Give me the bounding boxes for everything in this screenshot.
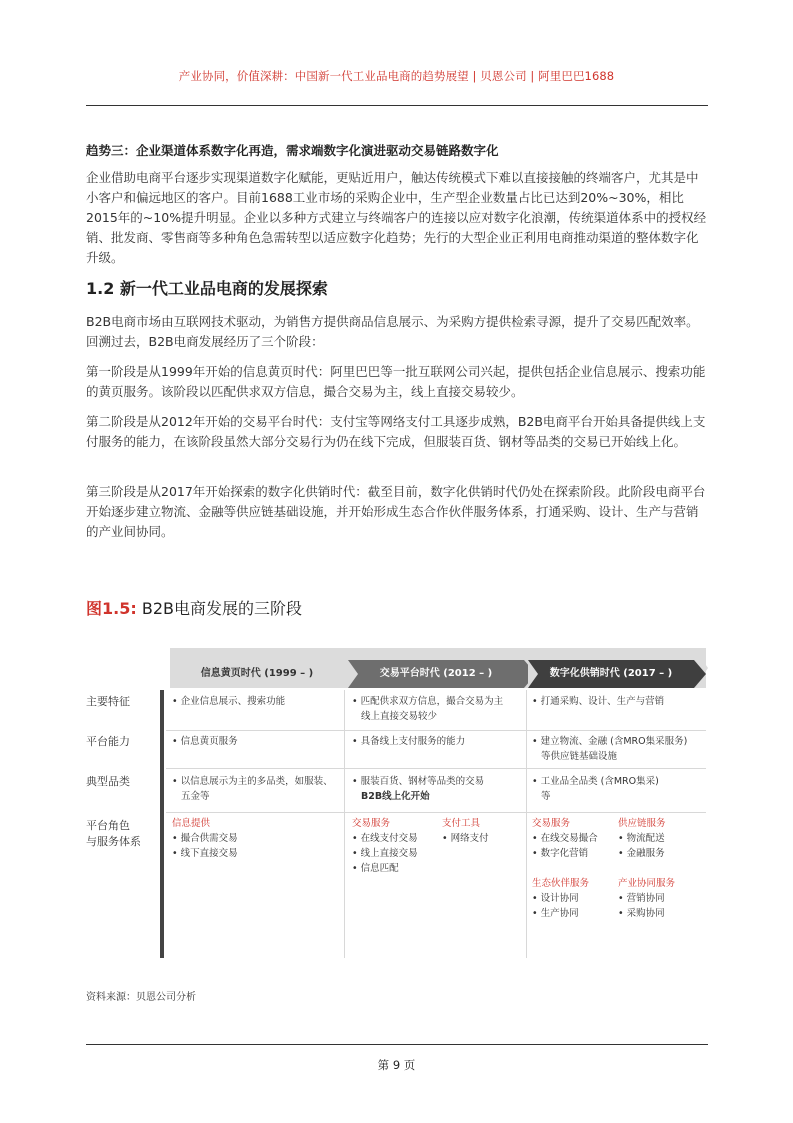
list-item: • 信息匹配 [352,861,442,876]
list-item: • 数字化营销 [532,846,616,861]
phase-one-header: 信息黄页时代 (1999 – ) [200,668,314,679]
list-item: • 服装百货、钢材等品类的交易 [352,774,522,789]
list-item: • 物流配送 [618,831,704,846]
list-item: • 企业信息展示、搜索功能 [172,694,340,709]
figure-source: 资料来源：贝恩公司分析 [86,992,196,1003]
row-label-categories: 典型品类 [86,775,130,788]
figure-caption: B2B电商发展的三阶段 [141,599,302,618]
row-label-capability: 平台能力 [86,735,130,748]
header-rule [86,105,708,106]
list-item: • 网络支付 [442,831,522,846]
trend-three-title: 趋势三：企业渠道体系数字化再造，需求端数字化演进驱动交易链路数字化 [86,143,499,158]
group-title: 支付工具 [442,818,481,829]
table-cell [532,774,702,804]
table-cell [352,774,522,804]
list-item: • 营销协同 [618,891,704,906]
list-item: • 具备线上支付服务的能力 [352,734,522,749]
group-title: 交易服务 [352,818,391,829]
phase-three-header: 数字化供销时代 (2017 – ) [528,660,694,688]
stage-one-paragraph: 第一阶段是从1999年开始的信息黄页时代：阿里巴巴等一批互联网公司兴起，提供包括企业信息展示、搜索功能的黄页服务。该阶段以匹配供求双方信息，撮合交易为主，线上直接交易较少。 [86,364,706,399]
trend-three-paragraph: 企业借助电商平台逐步实现渠道数字化赋能，更贴近用户，触达传统模式下难以直接接触的终端客户，尤其是中小客户和偏远地区的客户。目前1688工业市场的采购企业中，生产型企业数量占比已达到20%~30%，相比2015年的~10%提升明显。企业以多种方式建立与终端客户的连接以应对数字化浪潮，传统渠道体系中的授权经销、批发商、零售商等多种角色急需转型以适应数字化趋势；先行的大型企业正利用电商推动渠道的整体数字化升级。 [86,170,707,265]
table-cell [352,816,442,876]
row-label-divider [160,690,164,958]
table-cell [172,694,340,709]
list-item: • 生产协同 [532,906,616,921]
list-item: • 设计协同 [532,891,616,906]
table-cell [442,816,522,846]
list-item: • 线上直接交易 [352,846,442,861]
row-divider [166,812,706,813]
table-cell [532,734,702,764]
section-1-2-title: 1.2 新一代工业品电商的发展探索 [86,279,328,298]
row-label-role [86,818,158,850]
table-cell [172,734,340,749]
stage-three-paragraph: 第三阶段是从2017年开始探索的数字化供销时代：截至目前，数字化供销时代仍处在探索阶段。此阶段电商平台开始逐步建立物流、金融等供应链基础设施，并开始形成生态合作伙伴服务体系，打通采购、设计、生产与营销的产业间协同。 [86,484,706,539]
table-cell [532,876,616,921]
stage-two-paragraph: 第二阶段是从2012年开始的交易平台时代：支付宝等网络支付工具逐步成熟，B2B电商平台开始具备提供线上支付服务的能力，在该阶段虽然大部分交易行为仍在线下完成，但服装百货、钢材等品类的交易已开始线上化。 [86,414,706,449]
figure-title [86,596,302,619]
table-cell [172,774,340,804]
list-item: • 金融服务 [618,846,704,861]
row-label-features: 主要特征 [86,695,130,708]
list-item: • 采购协同 [618,906,704,921]
list-item: • 撮合供需交易 [172,831,340,846]
list-item: • 线下直接交易 [172,846,340,861]
list-item: • 在线交易撮合 [532,831,616,846]
group-title: 供应链服务 [618,818,666,829]
list-item: 五金等 [181,791,210,802]
figure-number: 图1.5: [86,599,137,618]
table-cell [532,694,702,709]
group-title: 交易服务 [532,818,571,829]
list-item: 线上直接交易较少 [361,711,438,722]
phase-two-header: 交易平台时代 (2012 – ) [348,660,524,688]
list-item: • 打通采购、设计、生产与营销 [532,694,702,709]
list-item: • 匹配供求双方信息，撮合交易为主 [352,694,522,709]
section-intro-paragraph: B2B电商市场由互联网技术驱动，为销售方提供商品信息展示、为采购方提供检索寻源，提升了交易匹配效率。回溯过去，B2B电商发展经历了三个阶段： [86,314,699,349]
table-cell [618,816,704,861]
stages-figure [86,640,708,960]
table-cell [352,734,522,749]
row-label-role-line1: 平台角色 [86,819,130,832]
list-item: 等 [541,791,551,802]
list-item: • 工业品全品类 (含MRO集采) [532,774,702,789]
row-divider [166,768,706,769]
row-divider [166,730,706,731]
page-number: 第 9 页 [377,1058,416,1072]
group-title: 产业协同服务 [618,878,676,889]
table-cell [172,816,340,861]
row-label-role-line2: 与服务体系 [86,835,141,848]
list-item: • 以信息展示为主的多品类，如服装、 [172,774,340,789]
group-title: 信息提供 [172,818,211,829]
table-cell [532,816,616,861]
list-item: 等供应链基础设施 [541,751,618,762]
list-item: B2B线上化开始 [361,791,430,802]
group-title: 生态伙伴服务 [532,878,590,889]
list-item: • 建立物流、金融 (含MRO集采服务) [532,734,702,749]
list-item: • 在线支付交易 [352,831,442,846]
table-cell [352,694,522,724]
list-item: • 信息黄页服务 [172,734,340,749]
table-cell [618,876,704,921]
page-header: 产业协同，价值深耕：中国新一代工业品电商的趋势展望 | 贝恩公司 | 阿里巴巴1688 [178,69,615,83]
footer-rule [86,1044,708,1045]
